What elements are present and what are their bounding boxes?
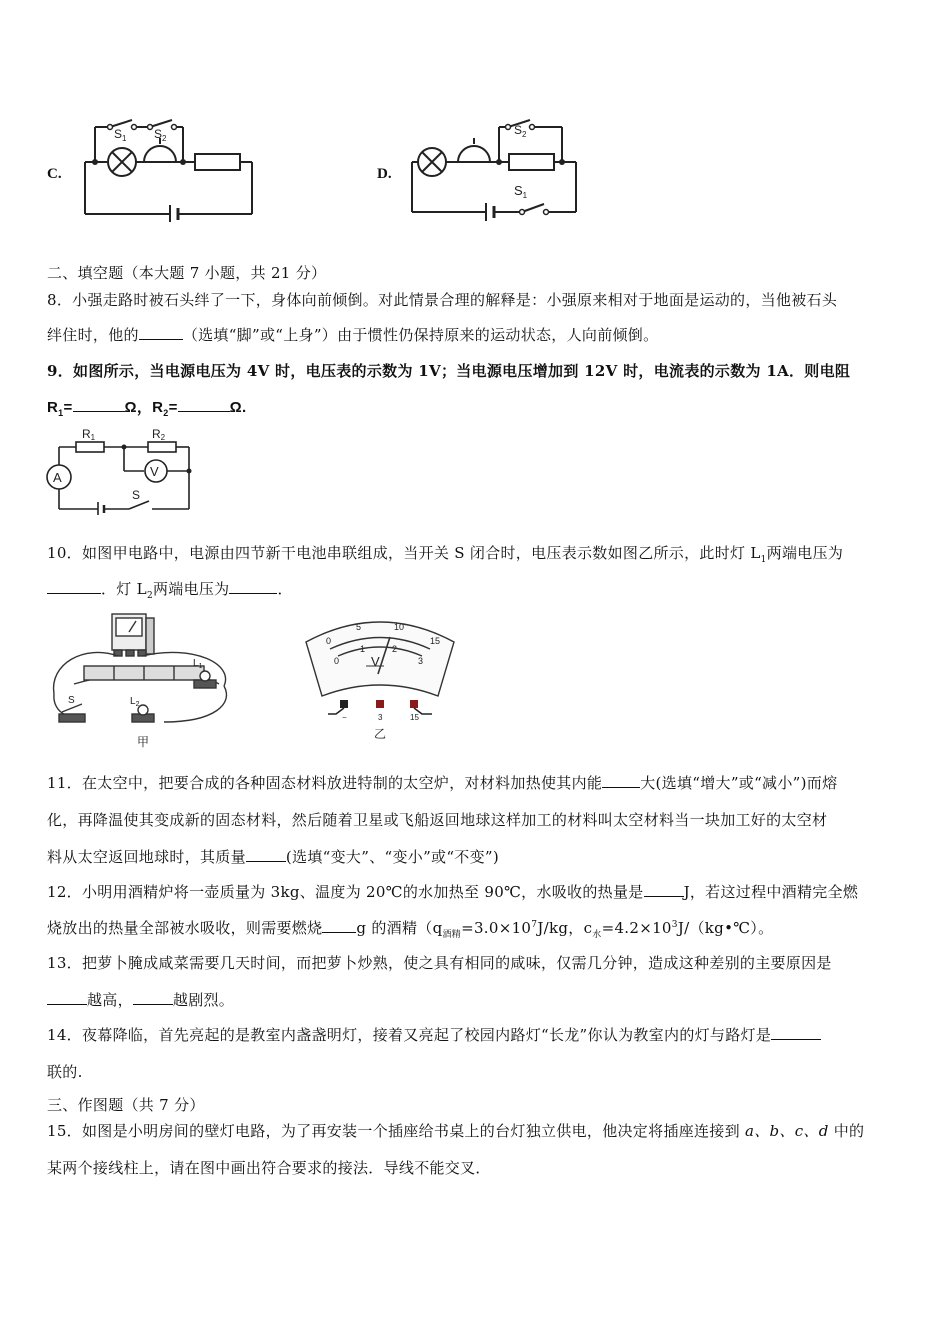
switch-s2-sub: 2: [162, 134, 167, 143]
q10-line1b: 两端电压为: [766, 544, 844, 562]
q14-blank[interactable]: [771, 1025, 821, 1040]
section2-title: 二、填空题（本大题 7 小题，共 21 分）: [47, 264, 327, 282]
q9-unit2: Ω.: [229, 399, 247, 416]
q13-line2a: 越高，: [87, 991, 133, 1009]
q12-blank2[interactable]: [322, 918, 356, 933]
q8-answer-blank[interactable]: [139, 325, 183, 340]
jia-switch-label: S: [68, 695, 75, 706]
q11-line3: [47, 846, 499, 867]
q13-line2b: 越剧烈。: [172, 991, 235, 1009]
q12-line2c: =3.0×10: [461, 919, 532, 937]
q10-line2c: ．: [277, 580, 293, 598]
q12-c-sub: 水: [592, 930, 602, 940]
scale-top-15: 15: [430, 636, 441, 646]
q10-l1-sub: 1: [760, 555, 767, 565]
q11-line3a: 料从太空返回地球时，其质量: [47, 848, 246, 866]
yi-caption: 乙: [374, 727, 387, 740]
svg-text:L2: [130, 696, 140, 708]
svg-text:S2: [154, 127, 167, 143]
switch-s1-label: S: [114, 127, 123, 141]
q11-blank2[interactable]: [246, 847, 286, 862]
q9-unit1: Ω，: [124, 399, 153, 416]
q13-line1: 13．把萝卜腌成咸菜需要几天时间，而把萝卜炒熟，使之具有相同的咸味，仅需几分钟，造成这种差别的主要原因是: [47, 954, 832, 972]
q12-q-sub: 酒精: [442, 930, 462, 940]
q12-line2a: 烧放出的热量全部被水吸收，则需要燃烧: [47, 919, 323, 937]
svg-text:S1: [114, 127, 127, 143]
option-c-label: C.: [47, 166, 62, 182]
q11-line2: 化，再降温使其变成新的固态材料，然后随着卫星或飞船返回地球这样加工的材料叫太空材料当一块加工好的太空材: [47, 811, 828, 829]
q9-r2-blank[interactable]: [178, 397, 230, 412]
figure-jia: [44, 604, 244, 752]
q12-exp7: 7: [531, 920, 538, 930]
terminal-15: 15: [410, 713, 419, 722]
switch-s1-label-d: S: [514, 183, 523, 198]
dial-v-label: V: [371, 654, 380, 669]
q11-line1b: 大(选填“增大”或“减小”)而熔: [640, 774, 838, 792]
q10-line2b: 两端电压为: [152, 580, 230, 598]
q9-r1-sub: 1: [58, 408, 64, 418]
q14-line1-text: 14．夜幕降临，首先亮起的是教室内盏盏明灯，接着又亮起了校园内路灯“长龙”你认为教室内的灯与路灯是: [47, 1026, 772, 1044]
q15-line2: 某两个接线柱上，请在图中画出符合要求的接法．导线不能交叉．: [47, 1159, 491, 1177]
q12-line2e: =4.2×10: [601, 919, 672, 937]
voltmeter-label: V: [150, 464, 159, 479]
circuit-c: [80, 112, 260, 222]
q8-line1: 8．小强走路时被石头绊了一下，身体向前倾倒。对此情景合理的解释是：小强原来相对于地面是运动的，当他被石头: [47, 291, 838, 309]
terminal-3: 3: [378, 713, 383, 722]
section3-title: 三、作图题（共 7 分）: [47, 1096, 205, 1114]
figure-yi: [300, 604, 460, 740]
scale-top-10: 10: [394, 622, 405, 632]
svg-text:R1: [82, 427, 96, 442]
switch-s1-sub-d: 1: [522, 191, 528, 200]
jia-caption: 甲: [137, 735, 150, 749]
fig-r2-sub: 2: [160, 433, 166, 442]
switch-s1-sub: 1: [122, 134, 127, 143]
q8-line2b: （选填“脚”或“上身”）由于惯性仍保持原来的运动状态，人向前倾倒。: [182, 326, 659, 344]
terminal-minus: −: [342, 713, 347, 722]
fig-r2-label: R: [152, 427, 161, 441]
switch-s2-sub-d: 2: [522, 130, 527, 139]
circuit-d: [404, 112, 589, 222]
q12-line1: [47, 881, 858, 902]
q9-line2: [47, 396, 246, 418]
q12-line2f: J/（kg•℃）。: [677, 919, 774, 937]
q12-line2b: g 的酒精（q: [356, 919, 443, 937]
q10-l1-blank[interactable]: [47, 579, 101, 594]
q12-line1a: 12．小明用酒精炉将一壶质量为 3kg、温度为 20℃的水加热至 90℃，水吸收的热量是: [47, 883, 644, 901]
q11-line3b: (选填“变大”、“变小”或“不变”): [285, 848, 500, 866]
q15-letters: a、b、c、d: [744, 1122, 829, 1140]
scale-top-0: 0: [326, 636, 332, 646]
fig-r1-label: R: [82, 427, 91, 441]
q9-line1: 9．如图所示，当电源电压为 4V 时，电压表的示数为 1V；当电源电压增加到 12V 时，电流表的示数为 1A．则电阻: [47, 362, 851, 380]
scale-bottom-3: 3: [418, 656, 424, 666]
q8-line2: [47, 324, 658, 345]
q11-line1: [47, 772, 837, 793]
q10-line1a: 10．如图甲电路中，电源由四节新干电池串联组成，当开关 S 闭合时，电压表示数如图乙所示，此时灯 L: [47, 544, 761, 562]
switch-s2-label-d: S: [514, 123, 523, 137]
svg-text:R2: [152, 427, 166, 442]
q14-line1: [47, 1024, 821, 1045]
q10-line2: [47, 578, 293, 601]
q10-l2-blank[interactable]: [229, 579, 277, 594]
q13-line2: [47, 989, 234, 1010]
q10-line1: [47, 542, 843, 565]
svg-text:S2: [514, 123, 527, 139]
jia-l1-label: L: [193, 658, 199, 669]
svg-text:L1: [193, 658, 203, 670]
q14-line2: 联的.: [47, 1063, 83, 1081]
q11-blank1[interactable]: [602, 773, 640, 788]
option-d-label: D.: [377, 166, 392, 182]
q10-l2-sub: 2: [146, 591, 153, 601]
q9-r1-blank[interactable]: [73, 397, 125, 412]
fig-switch-label: S: [132, 488, 141, 502]
switch-s2-label: S: [154, 127, 163, 141]
q9-r2-label: R: [152, 399, 164, 416]
q12-line2d: J/kg，c: [537, 919, 593, 937]
scale-bottom-1: 1: [360, 644, 366, 654]
q9-r1-label: R: [47, 399, 59, 416]
fig-r1-sub: 1: [90, 433, 96, 442]
q13-blank2[interactable]: [133, 990, 173, 1005]
jia-l2-sub: 2: [135, 701, 140, 708]
q10-line2a: ．灯 L: [101, 580, 147, 598]
q15-line1a: 15．如图是小明房间的壁灯电路，为了再安装一个插座给书桌上的台灯独立供电，他决定将插座连接到: [47, 1122, 745, 1140]
jia-l1-sub: 1: [198, 663, 203, 670]
q12-blank1[interactable]: [644, 882, 684, 897]
scale-bottom-0: 0: [334, 656, 340, 666]
q9-r1-eq: =: [63, 399, 73, 416]
scale-top-5: 5: [356, 622, 362, 632]
q15-line1: [47, 1120, 864, 1141]
q11-line1a: 11．在太空中，把要合成的各种固态材料放进特制的太空炉，对材料加热使其内能: [47, 774, 603, 792]
scale-bottom-2: 2: [392, 644, 398, 654]
ammeter-label: A: [53, 470, 62, 485]
q8-line2a: 绊住时，他的: [47, 326, 139, 344]
q9-circuit: [44, 425, 204, 515]
svg-text:S1: [514, 183, 528, 200]
q12-line2: [47, 917, 773, 940]
jia-l2-label: L: [130, 696, 136, 707]
q15-line1b: 中的: [828, 1122, 865, 1140]
q9-r2-sub: 2: [163, 408, 169, 418]
q9-r2-eq: =: [168, 399, 178, 416]
q12-exp3: 3: [671, 920, 678, 930]
q13-blank1[interactable]: [47, 990, 87, 1005]
q12-line1b: J，若这过程中酒精完全燃: [683, 883, 859, 901]
